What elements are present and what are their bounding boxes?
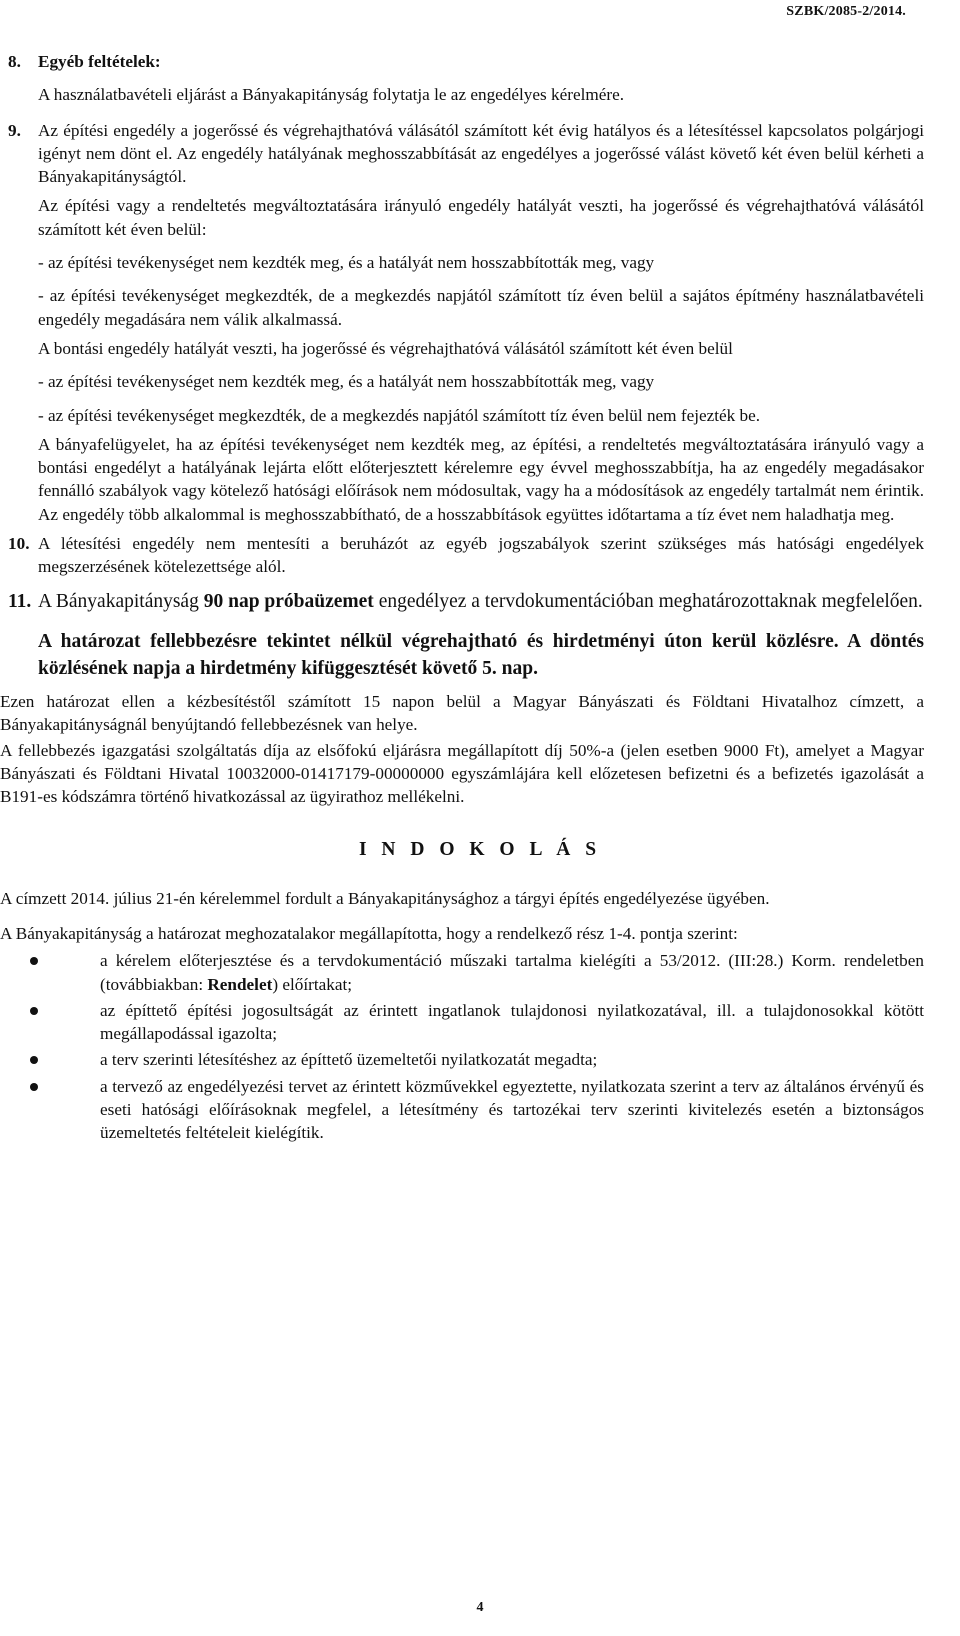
section-9-paragraph-5: A bontási engedély hatályát veszti, ha jogerőssé és végrehajthatóvá válásától számított két éven belül — [38, 338, 733, 358]
list-item: a terv szerinti létesítéshez az építtető üzemeltetői nyilatkozatát megadta; — [0, 1048, 960, 1071]
section-9 — [0, 119, 960, 526]
section-11-text-bold: 90 nap próbaüzemet — [203, 590, 374, 612]
section-10-text: A létesítési engedély nem mentesíti a beruházót az egyéb jogszabályok szerint szükséges más hatósági engedélyek megszerzésének kötelezettsége alól. — [38, 534, 924, 577]
bullet-icon — [30, 1007, 38, 1015]
bullet-icon — [30, 1083, 38, 1091]
document-reference: SZBK/2085-2/2014. — [786, 4, 906, 19]
section-title: Egyéb feltételek: — [38, 52, 161, 71]
section-10 — [0, 532, 960, 579]
section-9-paragraph-3: - az építési tevékenységet nem kezdték meg, és a hatályát nem hosszabbították meg, vagy — [38, 253, 655, 273]
enforceability-notice: A határozat fellebbezésre tekintet nélkül végrehajtható és hirdetményi úton kerül közlésre. A döntés közlésének napja a hirdetmény kifüggesztését követő 5. nap. — [38, 631, 924, 679]
section-8-text: A használatbavételi eljárást a Bányakapitányság folytatja le az engedélyes kérelmére. — [38, 85, 625, 105]
section-9-paragraph-1: Az építési engedély a jogerőssé és végrehajthatóvá válásától számított két évig hatályos és a létesítéssel kapcsolatos polgárjogi igényt nem dönt el. Az engedély hatályának meghosszabbítását az engedélyes a jogerőssé válást követő két éven belül kérheti a Bányakapitányságtól. — [38, 120, 924, 187]
page-number: 4 — [476, 1600, 484, 1615]
appeal-paragraph-1: Ezen határozat ellen a kézbesítéstől számított 15 napon belül a Magyar Bányászati és Földtani Hivatalhoz címzett, a Bányakapitányságnál benyújtandó fellebbezésnek van helye. — [0, 692, 924, 735]
bullet-icon — [30, 1056, 38, 1064]
section-number: 8. — [8, 52, 21, 71]
section-11-text-pre: A Bányakapitányság — [38, 590, 204, 612]
section-11-text-post: engedélyez a tervdokumentációban meghatározottaknak megfelelően. — [373, 590, 923, 612]
bullet-icon — [30, 957, 38, 965]
section-8 — [0, 50, 960, 107]
section-9-paragraph-8: A bányafelügyelet, ha az építési tevékenységet nem kezdték meg, az építési, a rendeltetés megváltoztatására irányuló vagy a bontási engedélyt a hatályának lejárta előtt előterjesztett kérelemre egy évvel meghosszabbítja, ha az engedély megadásakor fennálló szabályok vagy kötelező hatósági előírások nem módosultak, vagy ha a módosítások az engedély tartalmát nem érintik. Az engedély több alkalommal is meghosszabbítható, de a hosszabbítások együttes időtartama a tíz évet nem haladhatja meg. — [38, 434, 924, 524]
section-heading-indoklas: I N D O K O L Á S — [358, 838, 602, 860]
appeal-paragraph-2: A fellebbezés igazgatási szolgáltatás díja az elsőfokú eljárásra megállapított díj 50%-a (jelen esetben 9000 Ft), amelyet a Magyar Bányászati és Földtani Hivatal 10032000-01417179-00000000 egyszámlájára kell előzetesen befizetni és a befizetés igazolását a B191-es kódszámra történő hivatkozással az ügyirathoz mellékelni. — [0, 740, 924, 807]
section-11 — [0, 589, 960, 616]
findings-list — [0, 949, 960, 1144]
list-item: a kérelem előterjesztése és a tervdokumentáció műszaki tartalma kielégíti a 53/2012. (III:28.) Korm. rendeletben (továbbiakban: Rendelet) előírtakat; — [0, 949, 960, 996]
section-9-paragraph-6: - az építési tevékenységet nem kezdték meg, és a hatályát nem hosszabbították meg, vagy — [38, 372, 655, 392]
section-number: 10. — [8, 534, 30, 554]
list-item: az építtető építési jogosultságát az érintett ingatlanok tulajdonosi nyilatkozatával, ill. a tulajdonosokkal kötött megállapodással igazolta; — [0, 999, 960, 1046]
section-9-paragraph-2: Az építési vagy a rendeltetés megváltoztatására irányuló engedély hatályát veszti, ha jogerőssé és végrehajthatóvá válásától számított két éven belül: — [38, 196, 924, 239]
section-9-paragraph-4: - az építési tevékenységet megkezdték, de a megkezdés napjától számított tíz éven belül a sajátos építmény használatbavételi engedély megadására nem válik alkalmassá. — [38, 286, 924, 329]
section-9-paragraph-7: - az építési tevékenységet megkezdték, de a megkezdés napjától számított tíz éven belül nem fejezték be. — [38, 405, 761, 425]
document-body — [0, 50, 960, 1145]
section-number: 9. — [8, 120, 21, 140]
indoklas-paragraph-2: A Bányakapitányság a határozat meghozatalakor megállapította, hogy a rendelkező rész 1-4. pontja szerint: — [0, 923, 738, 943]
section-number: 11. — [8, 590, 32, 612]
indoklas-paragraph-1: A címzett 2014. július 21-én kérelemmel fordult a Bányakapitánysághoz a tárgyi építés engedélyezése ügyében. — [0, 888, 770, 908]
list-item: a tervező az engedélyezési tervet az érintett közművekkel egyeztette, nyilatkozata szerint a terv az általános érvényű és eseti hatósági előírásoknak megfelel, a létesítmény és tartozékai terv szerinti kivitelezés esetén a biztonságos üzemeltetés feltételeit kielégítik. — [0, 1075, 960, 1145]
